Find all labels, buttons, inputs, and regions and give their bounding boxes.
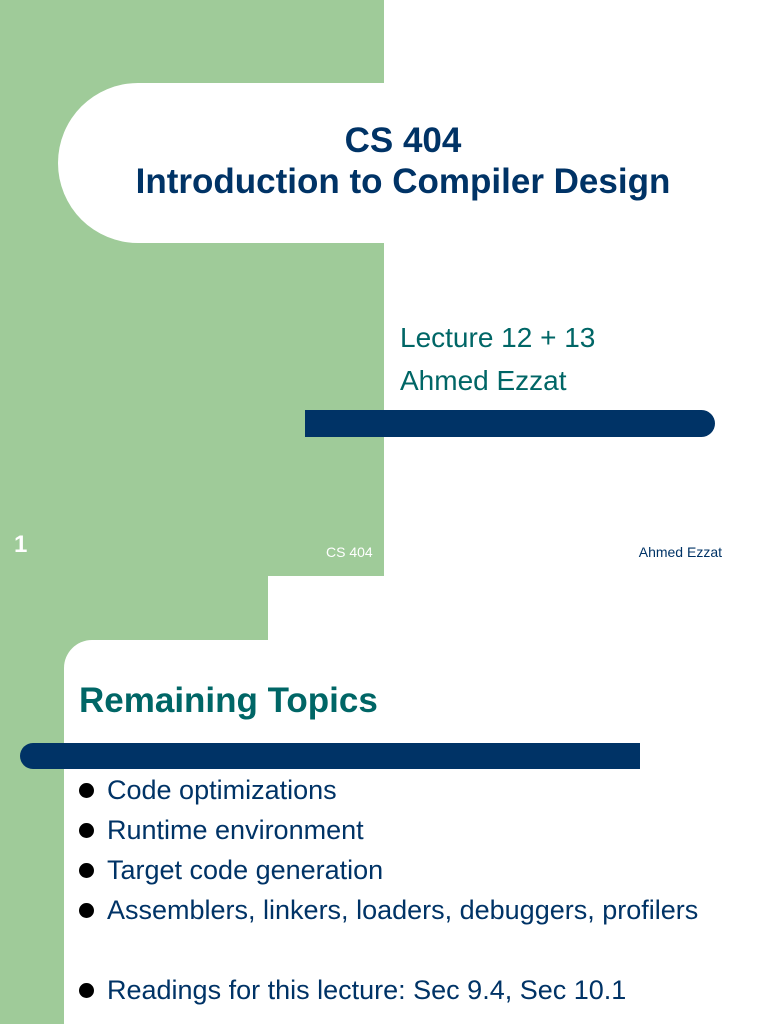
lecture-label: Lecture 12 + 13: [400, 322, 596, 353]
slide-number: 1: [14, 531, 28, 558]
list-item: [78, 774, 718, 807]
navy-accent-bar: [305, 410, 715, 437]
slide-subtitle: [400, 316, 595, 402]
bullet-icon: [79, 863, 94, 878]
footer-author: Ahmed Ezzat: [638, 544, 722, 560]
bullet-icon: [79, 783, 94, 798]
slide-2: [0, 576, 768, 1024]
navy-accent-bar: [20, 743, 640, 769]
slide-title: Remaining Topics: [79, 681, 378, 720]
bullet-icon: [79, 823, 94, 838]
list-item: [78, 974, 718, 1007]
list-item: [78, 814, 718, 847]
list-item: [78, 854, 718, 887]
list-item-text: Target code generation: [107, 855, 384, 885]
course-code: CS 404: [344, 121, 462, 160]
topic-list: [78, 774, 718, 1014]
bullet-icon: [79, 983, 94, 998]
bullet-icon: [79, 903, 94, 918]
course-name: Introduction to Compiler Design: [135, 162, 671, 201]
author-name: Ahmed Ezzat: [400, 365, 567, 396]
list-item-text: Runtime environment: [107, 815, 364, 845]
footer-course: CS 404: [326, 544, 373, 560]
list-item: [78, 894, 718, 927]
list-item-text: Assemblers, linkers, loaders, debuggers, profilers: [107, 895, 699, 925]
slide-title: [60, 120, 746, 202]
list-item-text: Readings for this lecture: Sec 9.4, Sec 10.1: [107, 975, 627, 1005]
list-item-text: Code optimizations: [107, 775, 337, 805]
